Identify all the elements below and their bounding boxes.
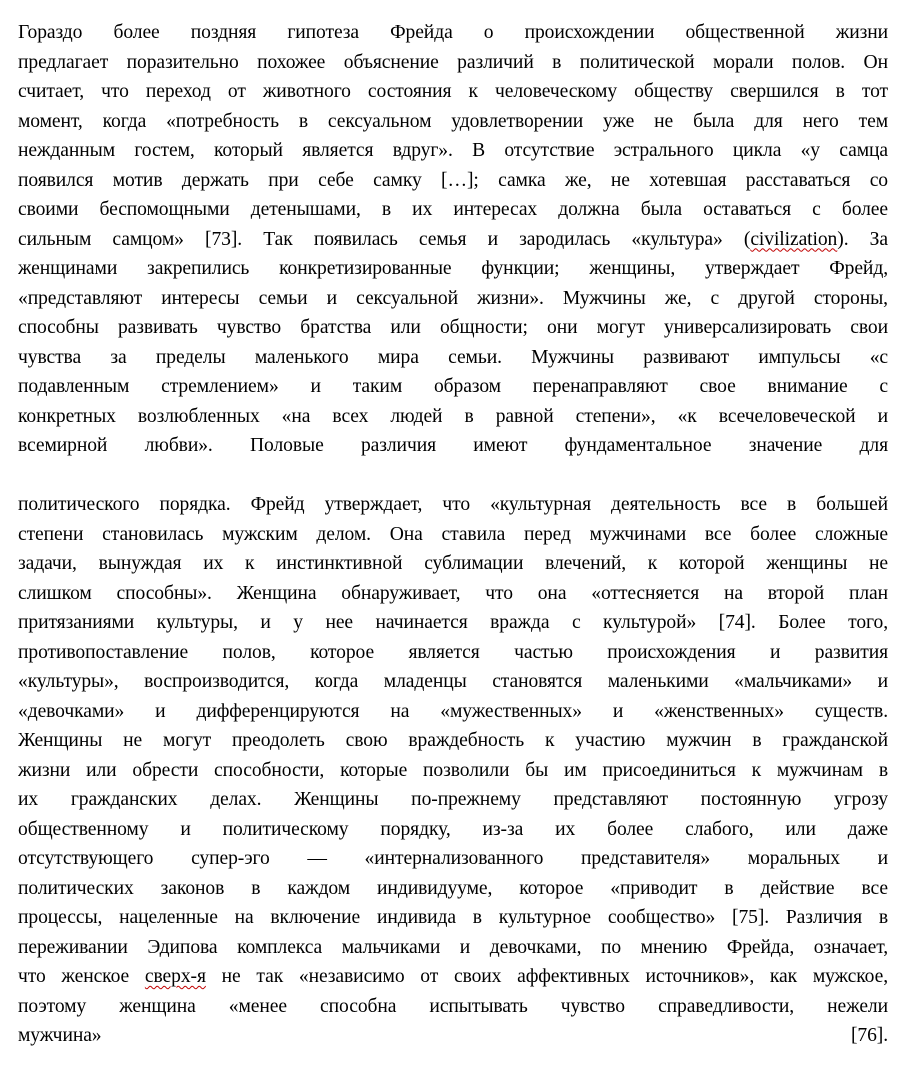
text-fragment: не так «независимо от своих аффективных источников», как мужское, (205, 966, 888, 987)
text-fragment: мужчина» (18, 1025, 102, 1046)
document-page (18, 18, 888, 1051)
text-line: всемирной любви». Половые различия имеют фундаментальное значение для (18, 435, 888, 456)
text-line: способны развивать чувство братства или общности; они могут универсализировать свои (18, 317, 888, 338)
text-line: задачи, вынуждая их к инстинктивной сублимации влечений, к которой женщины не (18, 553, 888, 574)
text-line: появился мотив держать при себе самку […]; самка же, не хотевшая расставаться со (18, 169, 888, 191)
text-line: слишком способны». Женщина обнаруживает, что она «оттесняется на второй план (18, 582, 888, 604)
text-line: Гораздо более поздняя гипотеза Фрейда о происхождении общественной жизни (18, 22, 888, 43)
text-line: жизни или обрести способности, которые позволили бы им присоединиться к мужчинам в (18, 759, 888, 781)
page-break-gap (18, 461, 888, 491)
text-line: переживании Эдипова комплекса мальчиками и девочками, по мнению Фрейда, означает, (18, 936, 888, 958)
text-line: считает, что переход от животного состояния к человеческому обществу свершился в тот (18, 81, 888, 102)
text-line: отсутствующего супер-эго — «интернализованного представителя» моральных и (18, 848, 888, 869)
text-line: подавленным стремлением» и таким образом перенаправляют свое внимание с (18, 376, 888, 397)
text-line (18, 225, 888, 255)
spellcheck-flagged-word: civilization (750, 228, 838, 250)
text-line: «представляют интересы семьи и сексуальной жизни». Мужчины же, с другой стороны, (18, 287, 888, 309)
text-line: предлагает поразительно похожее объяснение различий в политической морали полов. Он (18, 51, 888, 73)
text-line (18, 962, 888, 992)
citation-ref: [76]. (850, 1025, 888, 1046)
text-line: «культуры», воспроизводится, когда младенцы становятся маленькими «мальчиками» и (18, 671, 888, 692)
text-line: политических законов в каждом индивидууме, которое «приводит в действие все (18, 877, 888, 899)
text-line: противопоставление полов, которое является частью происхождения и развития (18, 641, 888, 663)
text-line: общественному и политическому порядку, из-за их более слабого, или даже (18, 818, 888, 840)
text-fragment: что женское (18, 966, 145, 987)
text-fragment: сильным самцом» [73]. Так появилась семья и зародилась «культура» ( (18, 228, 751, 250)
text-line: момент, когда «потребность в сексуальном удовлетворении уже не была для него тем (18, 110, 888, 132)
text-line-last (18, 1021, 888, 1051)
text-line: притязаниями культуры, и у нее начинается вражда с культурой» [74]. Более того, (18, 612, 888, 633)
text-line: своими беспомощными детенышами, в их интересах должна была оставаться с более (18, 199, 888, 220)
text-line: поэтому женщина «менее способна испытывать чувство справедливости, нежели (18, 995, 888, 1017)
text-line: степени становилась мужским делом. Она ставила перед мужчинами все более сложные (18, 523, 888, 545)
text-line: «девочками» и дифференцируются на «мужественных» и «женственных» существ. (18, 700, 888, 722)
text-line: их гражданских делах. Женщины по-прежнему представляют постоянную угрозу (18, 789, 888, 810)
paragraph-1 (18, 18, 888, 461)
text-line: женщинами закрепились конкретизированные функции; женщины, утверждает Фрейд, (18, 258, 888, 279)
spellcheck-flagged-word: сверх-я (144, 966, 206, 987)
text-line: чувства за пределы маленького мира семьи. Мужчины развивают импульсы «с (18, 346, 888, 368)
text-line: политического порядка. Фрейд утверждает, что «культурная деятельность все в большей (18, 494, 888, 515)
text-line: Женщины не могут преодолеть свою враждебность к участию мужчин в гражданской (18, 730, 888, 751)
text-line: процессы, нацеленные на включение индивида в культурное сообщество» [75]. Различия в (18, 907, 888, 928)
text-line: нежданным гостем, который является вдруг». В отсутствие эстрального цикла «у самца (18, 140, 888, 161)
text-line: конкретных возлюбленных «на всех людей в равной степени», «к всечеловеческой и (18, 405, 888, 427)
text-fragment: ). За (837, 228, 888, 250)
paragraph-2 (18, 490, 888, 1051)
